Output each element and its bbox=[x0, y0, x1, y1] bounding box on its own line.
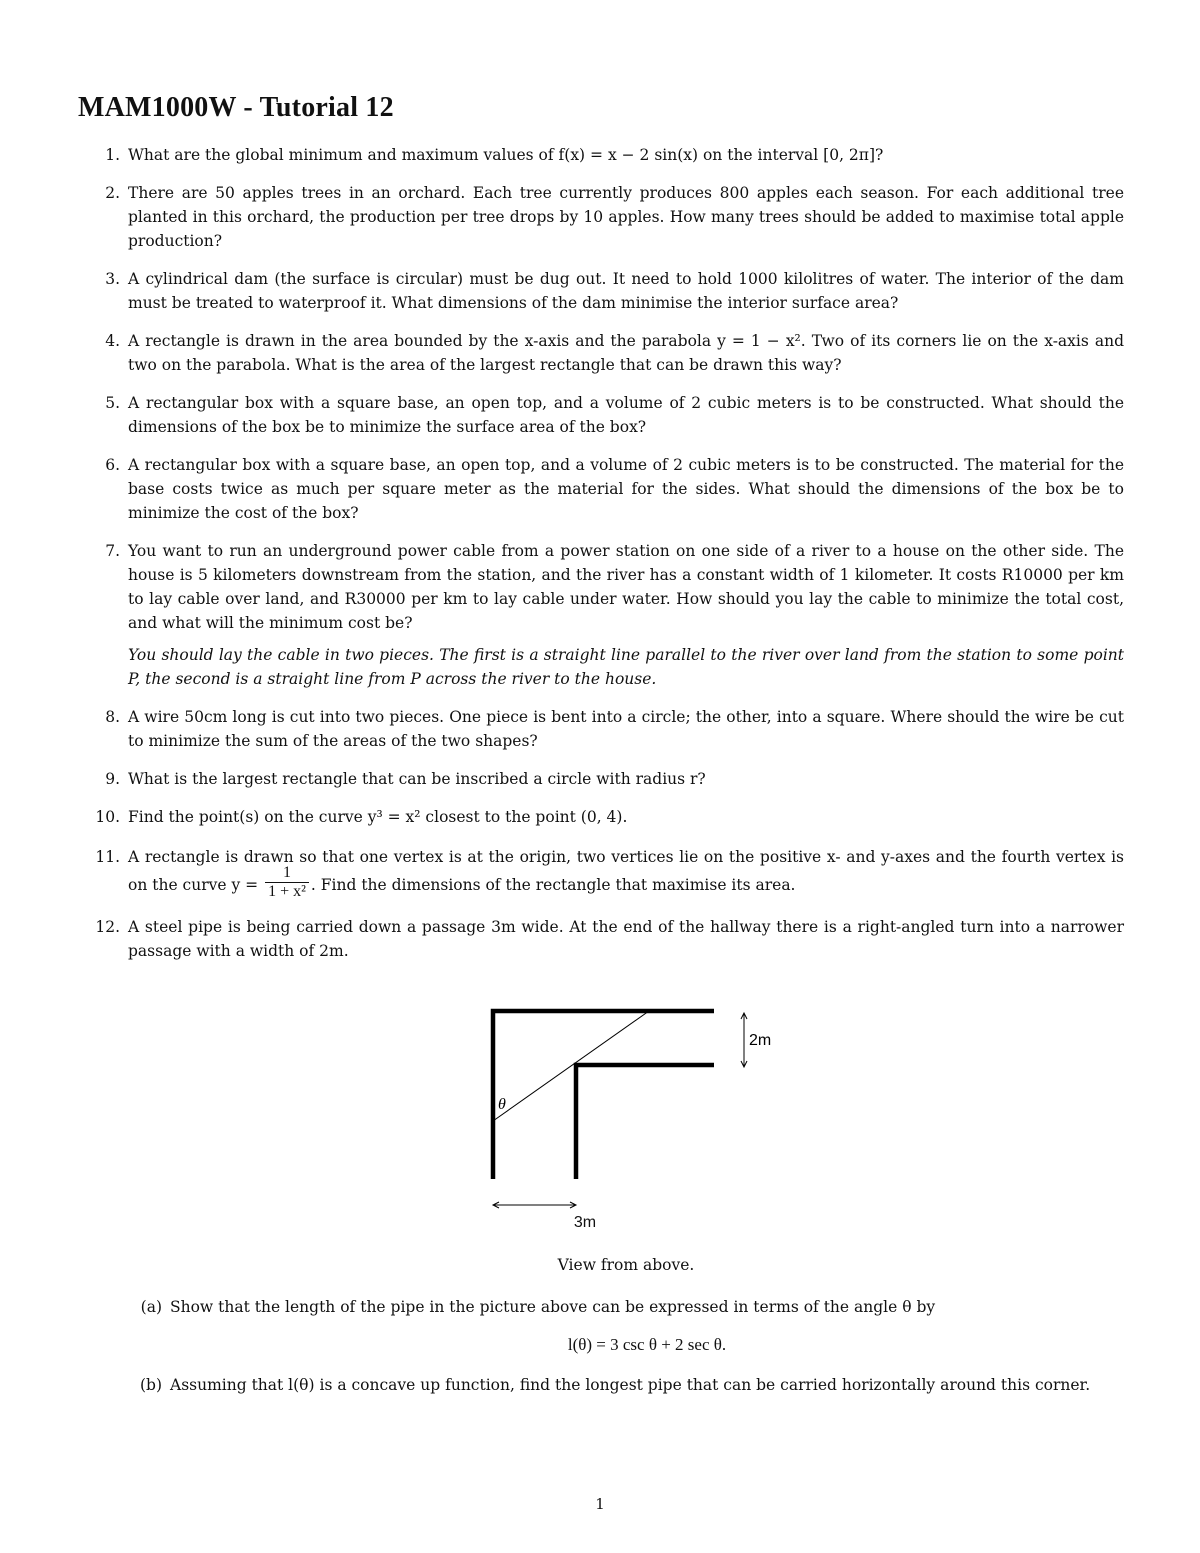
subpart-list bbox=[128, 1295, 1124, 1397]
subpart-a bbox=[128, 1295, 1124, 1357]
problem-text: A steel pipe is being carried down a passage 3m wide. At the end of the hallway there is a right-angled turn into a narrower passage with a width of 2m. bbox=[128, 917, 1124, 960]
problem-1 bbox=[78, 143, 1124, 167]
outer-wall bbox=[493, 1011, 714, 1179]
problem-12 bbox=[78, 915, 1124, 1397]
problem-number: 2. bbox=[105, 184, 120, 202]
problem-number: 9. bbox=[105, 770, 120, 788]
problem-text: There are 50 apples trees in an orchard. Each tree currently produces 800 apples each season. For each additional tree planted in this orchard, the production per tree drops by 10 apples. How many trees should be added to maximise total apple production? bbox=[128, 184, 1124, 250]
label-3m: 3m bbox=[573, 1213, 597, 1231]
problem-number: 8. bbox=[105, 708, 120, 726]
problem-text: A rectangle is drawn so that one vertex is at the origin, two vertices lie on the positive x- and y-axes and the fourth vertex is on the curve y = bbox=[128, 848, 1124, 894]
problem-number: 10. bbox=[95, 808, 120, 826]
problem-7 bbox=[78, 539, 1124, 691]
problem-11 bbox=[78, 843, 1124, 901]
problem-number: 1. bbox=[105, 146, 120, 164]
problem-5 bbox=[78, 391, 1124, 439]
problem-3 bbox=[78, 267, 1124, 315]
problem-text: A rectangular box with a square base, an open top, and a volume of 2 cubic meters is to be constructed. The material for the base costs twice as much per square meter as the material for the sides. What should the dimensions of the box be to minimize the cost of the box? bbox=[128, 456, 1124, 522]
page-number: 1 bbox=[595, 1495, 605, 1513]
problem-hint: You should lay the cable in two pieces. The first is a straight line parallel to the river over land from the station to some point P, the second is a straight line from P across the river to the house. bbox=[128, 646, 1124, 688]
problem-text: A rectangle is drawn in the area bounded by the x-axis and the parabola y = 1 − x². Two of its corners lie on the x-axis and two on the parabola. What is the area of the largest rectangle that can be drawn this way? bbox=[128, 332, 1124, 374]
problem-8 bbox=[78, 705, 1124, 753]
problem-text: Find the point(s) on the curve y³ = x² closest to the point (0, 4). bbox=[128, 808, 628, 826]
problem-number: 7. bbox=[105, 542, 120, 560]
problem-10 bbox=[78, 805, 1124, 829]
problem-text: A wire 50cm long is cut into two pieces. One piece is bent into a circle; the other, into a square. Where should the wire be cut to minimize the sum of the areas of the two shapes? bbox=[128, 708, 1124, 750]
problem-number: 5. bbox=[105, 394, 120, 412]
inner-wall bbox=[576, 1065, 714, 1179]
problem-text: A cylindrical dam (the surface is circular) must be dug out. It need to hold 1000 kilolitres of water. The interior of the dam must be treated to waterproof it. What dimensions of the dam minimise the interior surface area? bbox=[128, 270, 1124, 312]
problem-number: 6. bbox=[105, 456, 120, 474]
problem-2 bbox=[78, 181, 1124, 253]
subpart-text: Assuming that l(θ) is a concave up function, find the longest pipe that can be carried horizontally around this corner. bbox=[170, 1375, 1091, 1394]
subpart-b bbox=[128, 1373, 1124, 1397]
problem-text: What are the global minimum and maximum values of f(x) = x − 2 sin(x) on the interval [0, 2π]? bbox=[128, 146, 884, 164]
fraction-denominator: 1 + x² bbox=[268, 882, 306, 900]
problem-number: 11. bbox=[95, 848, 120, 866]
problem-4 bbox=[78, 329, 1124, 377]
subpart-text: Show that the length of the pipe in the picture above can be expressed in terms of the angle θ by bbox=[170, 1297, 936, 1316]
page-title: MAM1000W - Tutorial 12 bbox=[78, 92, 394, 123]
problem-number: 4. bbox=[105, 332, 120, 350]
problem-number: 3. bbox=[105, 270, 120, 288]
problem-text-after: . Find the dimensions of the rectangle that maximise its area. bbox=[310, 876, 796, 894]
problem-list bbox=[78, 143, 1124, 1411]
label-theta: θ bbox=[498, 1095, 506, 1113]
figure-caption: View from above. bbox=[557, 1255, 695, 1274]
formula: l(θ) = 3 csc θ + 2 sec θ. bbox=[567, 1334, 727, 1354]
problem-9 bbox=[78, 767, 1124, 791]
problem-text: What is the largest rectangle that can be inscribed a circle with radius r? bbox=[128, 770, 706, 788]
label-2m: 2m bbox=[749, 1031, 772, 1049]
problem-text: You want to run an underground power cable from a power station on one side of a river to a house on the other side. The house is 5 kilometers downstream from the station, and the river has a constant width of 1 kilometer. It costs R10000 per km to lay cable over land, and R30000 per km to lay cable under water. How should you lay the cable to minimize the total cost, and what will the minimum cost be? bbox=[128, 542, 1124, 632]
problem-text: A rectangular box with a square base, an open top, and a volume of 2 cubic meters is to be constructed. What should the dimensions of the box be to minimize the surface area of the box? bbox=[128, 394, 1124, 436]
problem-number: 12. bbox=[95, 917, 120, 936]
corridor-diagram bbox=[461, 979, 791, 1209]
fraction bbox=[265, 864, 309, 901]
fraction-numerator: 1 bbox=[265, 864, 309, 883]
subpart-label: (b) bbox=[139, 1375, 162, 1394]
subpart-label: (a) bbox=[140, 1297, 162, 1316]
problem-6 bbox=[78, 453, 1124, 525]
